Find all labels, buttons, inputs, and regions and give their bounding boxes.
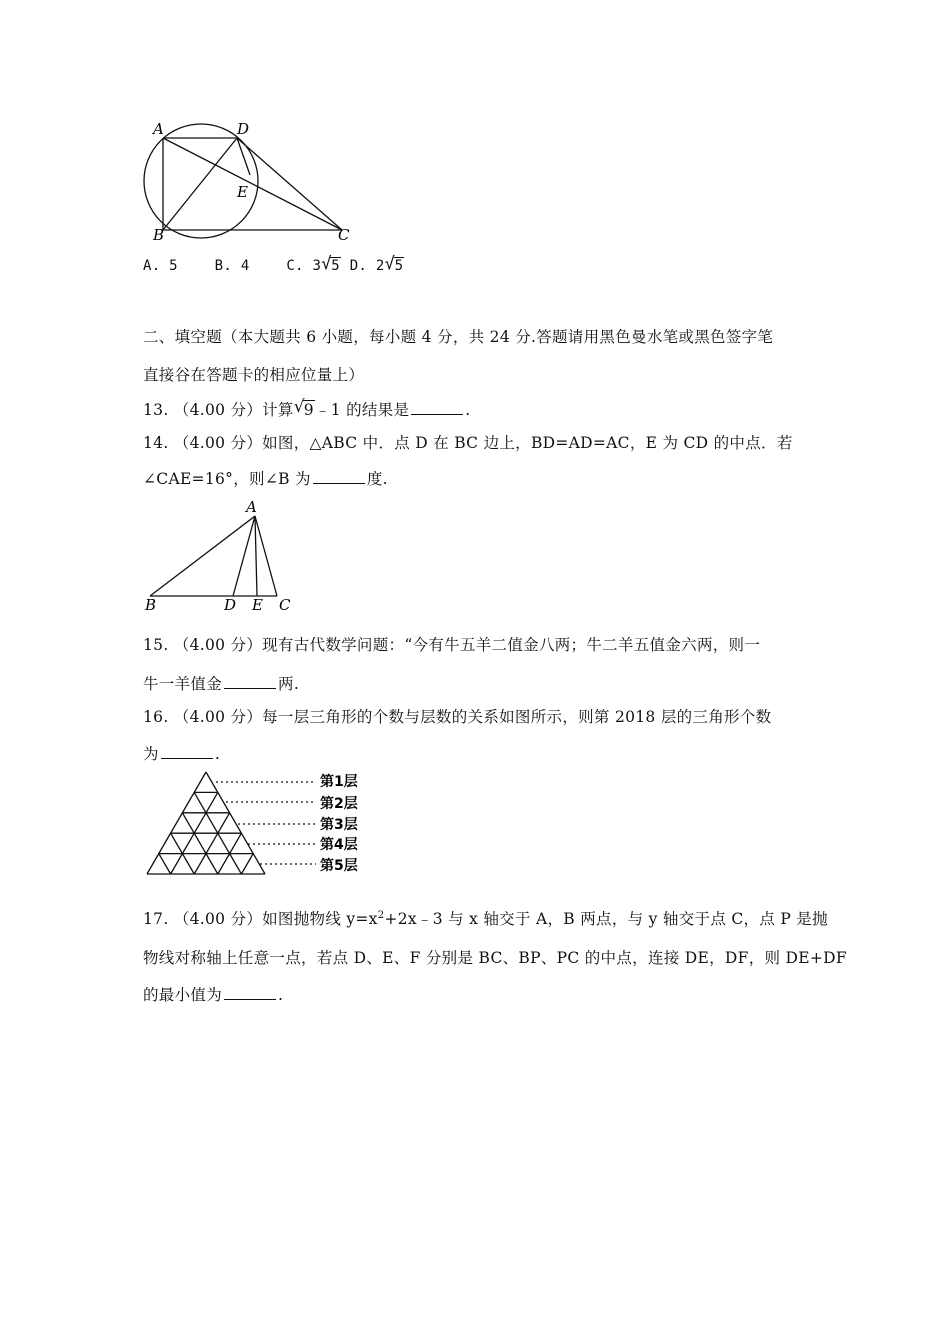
grid-line bbox=[206, 772, 265, 874]
layer-label-2: 第2层 bbox=[320, 796, 358, 812]
option-d: D. 2 √ 5 bbox=[349, 254, 404, 274]
layer-label-5: 第5层 bbox=[320, 858, 358, 874]
question-17-line3: 的最小值为 . bbox=[143, 986, 284, 1004]
layer-label-1: 第1层 bbox=[320, 774, 358, 790]
label-c: C bbox=[279, 596, 291, 614]
answer-blank[interactable] bbox=[224, 674, 276, 689]
option-b: B. 4 bbox=[214, 258, 250, 274]
figure-circle-quadrilateral bbox=[135, 118, 365, 243]
label-d: D bbox=[224, 596, 237, 614]
sqrt-symbol: √ 5 bbox=[321, 254, 340, 274]
segment-bd bbox=[163, 138, 237, 230]
label-d: D bbox=[237, 120, 250, 138]
question-17-line1: 17. （4.00 分）如图抛物线 $y=x^2+2x﹣3$ 与 x 轴交于 A，B 两点，与 y 轴交于点 C，点 P 是抛 bbox=[143, 909, 828, 928]
label-b: B bbox=[153, 226, 165, 243]
option-c: C. 3 √ 5 bbox=[286, 254, 340, 274]
grid-line bbox=[147, 772, 206, 874]
sqrt-symbol: √ 5 bbox=[384, 254, 404, 274]
answer-blank[interactable] bbox=[411, 400, 463, 415]
sqrt-symbol: √ 9 bbox=[293, 397, 314, 419]
question-14-line1: 14. （4.00 分）如图，△ABC 中．点 D 在 BC 边上，BD=AD=AC，E 为 CD 的中点．若 bbox=[143, 434, 793, 452]
segment-ba bbox=[150, 516, 255, 596]
question-13: 13. （4.00 分）计算 √ 9﹣1 的结果是 . bbox=[143, 397, 471, 419]
label-e: E bbox=[252, 596, 263, 614]
question-15-line2: 牛一羊值金 两. bbox=[143, 675, 300, 693]
segment-ad bbox=[233, 516, 255, 596]
section2-heading-line1: 二、填空题（本大题共 6 小题，每小题 4 分，共 24 分.答题请用黑色曼水笔或黑色签字笔 bbox=[143, 328, 774, 346]
question-14-line2: ∠CAE=16°，则∠B 为 度. bbox=[143, 470, 388, 488]
answer-blank[interactable] bbox=[224, 985, 276, 1000]
layer-label-3: 第3层 bbox=[320, 817, 358, 833]
question-15-line1: 15. （4.00 分）现有古代数学问题：“今有牛五羊二值金八两；牛二羊五值金六两，则一 bbox=[143, 636, 761, 654]
segment-ac bbox=[255, 516, 277, 596]
grid-line bbox=[241, 854, 253, 874]
figure-layered-triangles bbox=[140, 768, 380, 880]
answer-blank[interactable] bbox=[161, 744, 213, 759]
grid-line bbox=[159, 854, 171, 874]
label-e: E bbox=[237, 183, 248, 201]
segment-ae bbox=[255, 516, 257, 596]
section2-heading-line2: 直接谷在答题卡的相应位量上） bbox=[143, 366, 365, 384]
label-c: C bbox=[338, 226, 350, 243]
answer-blank[interactable] bbox=[313, 469, 365, 484]
answer-options bbox=[143, 254, 404, 274]
triangle-grid bbox=[147, 772, 265, 874]
layer-label-4: 第4层 bbox=[320, 837, 358, 853]
option-a: A. 5 bbox=[143, 258, 178, 274]
question-17-line2: 物线对称轴上任意一点，若点 D、E、F 分别是 BC、BP、PC 的中点，连接 DE，DF，则 DE+DF bbox=[143, 949, 847, 967]
question-16-line1: 16. （4.00 分）每一层三角形的个数与层数的关系如图所示，则第 2018 层的三角形个数 bbox=[143, 708, 772, 726]
figure-triangle-abc bbox=[140, 498, 300, 616]
label-b: B bbox=[145, 596, 157, 614]
label-a: A bbox=[153, 120, 164, 138]
question-16-line2: 为 . bbox=[143, 745, 221, 763]
label-a: A bbox=[246, 498, 257, 516]
